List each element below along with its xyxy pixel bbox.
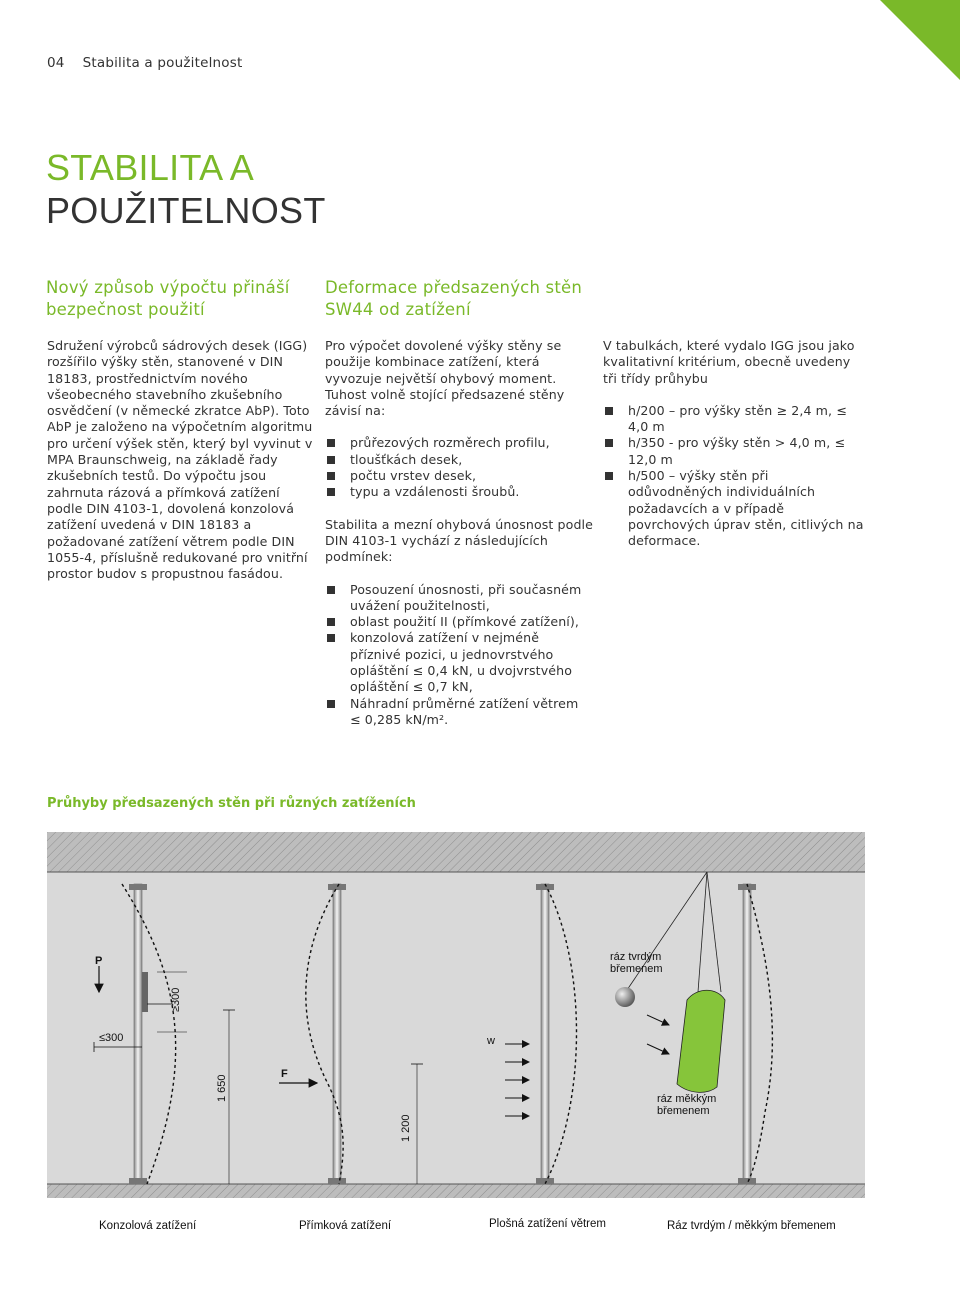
caption-cantilever: Konzolová zatížení: [99, 1220, 197, 1232]
col3-intro: V tabulkách, které vydalo IGG jsou jako kvalitativní kritérium, obecně uvedeny tři třídy průhybu: [603, 338, 855, 386]
load-w-label: w: [487, 1035, 495, 1047]
caption-wind-load: Plošná zatížení větrem: [489, 1218, 606, 1230]
title-line-1: STABILITA A: [46, 147, 255, 188]
hard-impact-label-1: ráz tvrdým: [610, 951, 662, 963]
soft-impact-label-2: břemenem: [657, 1105, 710, 1117]
soft-impact-label-1: ráz měkkým: [657, 1093, 717, 1105]
list-item: tloušťkách desek,: [325, 452, 593, 468]
list-item: h/500 – výšky stěn při odůvodněných individuálních požadavcích a v případě povrchových úprav stěn, citlivých na deformace.: [603, 468, 865, 549]
col2-list-1: [325, 435, 593, 500]
col2-paragraph-2: Stabilita a mezní ohybová únosnost podle DIN 4103-1 vychází z následujících podmínek:: [325, 516, 594, 565]
col2-list-2: [325, 582, 593, 729]
corner-accent: [880, 0, 960, 80]
col1-body: [47, 338, 315, 582]
col3-list: [603, 403, 865, 550]
caption-impact: Ráz tvrdým / měkkým břemenem: [667, 1220, 836, 1232]
list-item: průřezových rozměrech profilu,: [325, 435, 593, 451]
dim-300-vertical: ≥300: [170, 987, 182, 1012]
col2-intro: Pro výpočet dovolené výšky stěny se použije kombinace zatížení, která vyvozuje největší ohybový moment. Tuhost volně stojící předsazené stěny závisí na:: [325, 338, 565, 419]
load-p-label: P: [95, 955, 103, 967]
page-header: [47, 55, 243, 71]
title-line-2: POUŽITELNOST: [46, 190, 326, 231]
caption-line-load: Přímková zatížení: [299, 1220, 392, 1232]
dim-1650: 1 650: [216, 1074, 228, 1102]
page-title: [46, 146, 326, 232]
dim-1200: 1 200: [400, 1114, 412, 1142]
col2-heading: Deformace předsazených stěn SW44 od zatížení: [325, 278, 583, 319]
list-item: Náhradní průměrné zatížení větrem ≤ 0,285 kN/m².: [325, 696, 593, 729]
section-name: Stabilita a použitelnost: [82, 55, 243, 71]
deflection-figure: [47, 832, 865, 1252]
col3-body: [603, 338, 865, 550]
dim-300-horizontal: ≤300: [99, 1032, 124, 1044]
page-number: 04: [47, 55, 65, 71]
load-f-label: F: [281, 1068, 288, 1080]
hard-ball: [615, 987, 635, 1007]
hard-impact-label-2: břemenem: [610, 963, 663, 975]
figure-title: Průhyby předsazených stěn při různých zatíženích: [47, 796, 416, 811]
list-item: h/350 - pro výšky stěn > 4,0 m, ≤ 12,0 m: [603, 435, 865, 468]
col1-heading: Nový způsob výpočtu přináší bezpečnost použití: [46, 278, 290, 319]
list-item: počtu vrstev desek,: [325, 468, 593, 484]
col1-paragraph: Sdružení výrobců sádrových desek (IGG) rozšířilo výšky stěn, stanovené v DIN 18183, prostřednictvím nového všeobecného stavebního zkušebního osvědčení (v německé zkratce AbP). Toto AbP je založeno na výpočetním algoritmu pro určení výšek stěn, který byl vyvinut v MPA Braunschweig, na základě řady zkušebních testů. Do výpočtu jsou zahrnuta rázová a přímková zatížení podle DIN 4103-1, dovolená konzolová zatížení uvedená v DIN 18183 a požadované zatížení větrem podle DIN 1055-4, příslušně redukované pro vnitřní prostor budov s propustnou fasádou.: [47, 338, 313, 582]
col2-body: [325, 338, 593, 728]
list-item: h/200 – pro výšky stěn ≥ 2,4 m, ≤ 4,0 m: [603, 403, 865, 436]
list-item: konzolová zatížení v nejméně příznivé pozici, u jednovrstvého opláštění ≤ 0,4 kN, u dvojvrstvého opláštění ≤ 0,7 kN,: [325, 630, 593, 695]
list-item: Posouzení únosnosti, při současném uvážení použitelnosti,: [325, 582, 593, 615]
deflection-diagram: [47, 832, 865, 1252]
list-item: oblast použití II (přímkové zatížení),: [325, 614, 593, 630]
list-item: typu a vzdálenosti šroubů.: [325, 484, 593, 500]
